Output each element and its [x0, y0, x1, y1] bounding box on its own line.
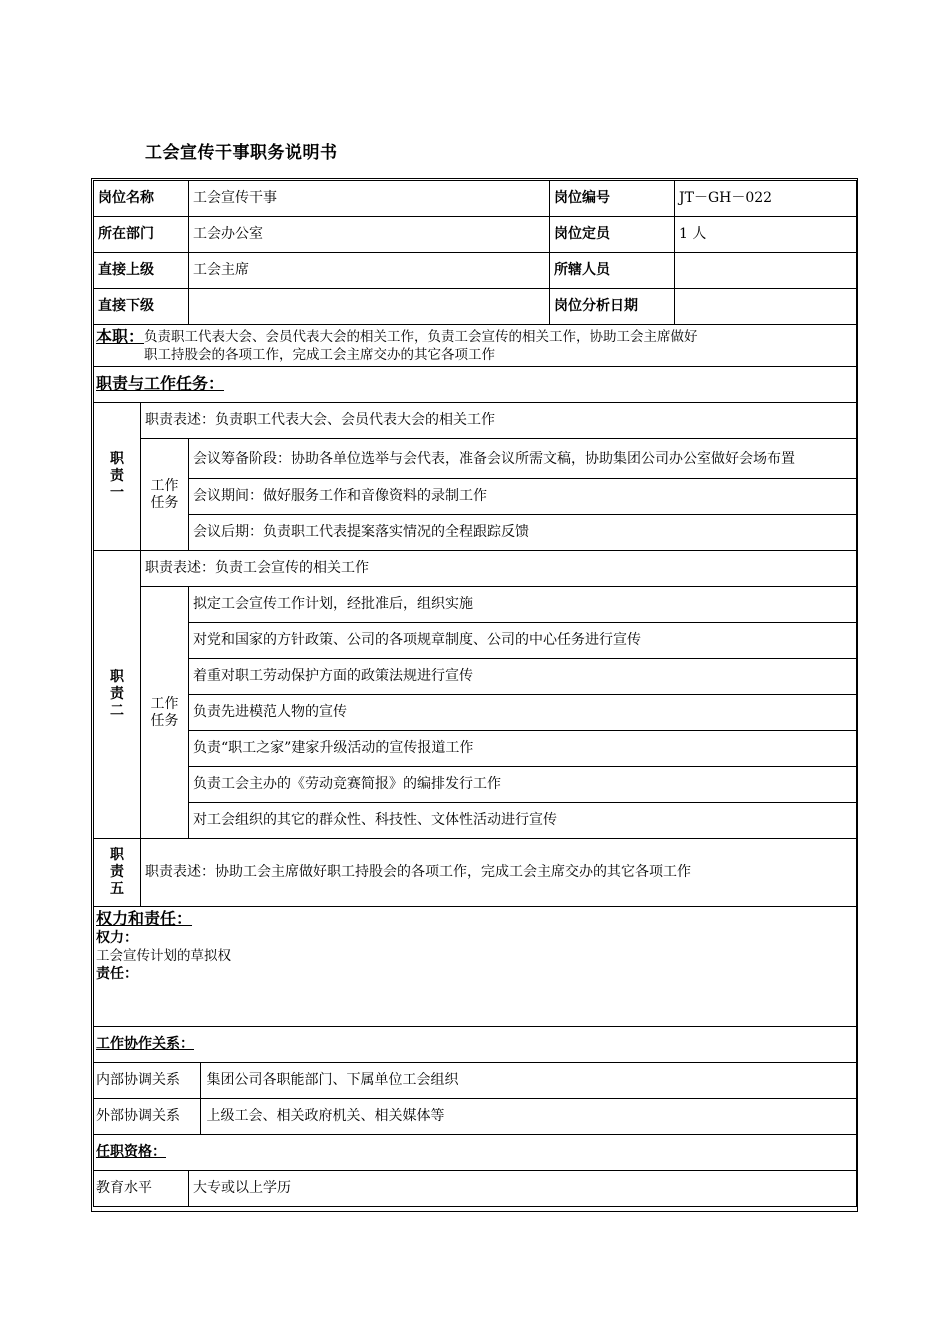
duty2-task-2: 对党和国家的方针政策、公司的各项规章制度、公司的中心任务进行宣传 — [189, 623, 857, 659]
duty1-task-3: 会议后期：负责职工代表提案落实情况的全程跟踪反馈 — [189, 515, 857, 551]
external-cell — [94, 1099, 857, 1135]
authority-cell — [94, 907, 857, 1027]
duty1-task-row — [94, 439, 857, 479]
duties-header-cell — [94, 367, 857, 403]
duty1-task-row — [94, 479, 857, 515]
duty1-task-label — [141, 439, 189, 551]
duty1-label-char-1: 职 — [110, 451, 124, 467]
duty2-task-1: 拟定工会宣传工作计划，经批准后，组织实施 — [189, 587, 857, 623]
subordinates-value — [675, 253, 857, 289]
duty1-label-char-3: 一 — [110, 485, 124, 501]
row-dept — [94, 217, 857, 253]
authority-header: 权力和责任： — [96, 909, 193, 928]
cooperation-header: 工作协作关系： — [96, 1036, 194, 1052]
post-code-label: 岗位编号 — [550, 181, 675, 217]
post-code-value: JT－GH－022 — [675, 181, 857, 217]
duty2-task-label — [141, 587, 189, 839]
duty2-task-label-line-1: 工作 — [150, 695, 179, 712]
duty2-label — [94, 551, 141, 839]
duty1-statement-row — [94, 403, 857, 439]
duty1-statement: 职责表述：负责职工代表大会、会员代表大会的相关工作 — [141, 403, 857, 439]
summary-line-1: 负责职工代表大会、会员代表大会的相关工作，负责工会宣传的相关工作，协助工会主席做好 — [144, 328, 698, 345]
power-label: 权力： — [96, 930, 138, 946]
subordinates-label: 所辖人员 — [550, 253, 675, 289]
power-text: 工会宣传计划的草拟权 — [96, 948, 231, 964]
duty1-task-1: 会议筹备阶段：协助各单位选举与会代表，准备会议所需文稿，协助集团公司办公室做好会场布置 — [189, 439, 857, 479]
internal-value: 集团公司各职能部门、下属单位工会组织 — [206, 1072, 459, 1088]
duty2-task-3: 着重对职工劳动保护方面的政策法规进行宣传 — [189, 659, 857, 695]
post-name-value: 工会宣传干事 — [189, 181, 550, 217]
analysis-date-label: 岗位分析日期 — [550, 289, 675, 325]
qualification-header: 任职资格： — [96, 1144, 166, 1160]
duty5-label-char-3: 五 — [110, 881, 124, 897]
responsibility-label: 责任： — [96, 966, 138, 982]
row-duties-header — [94, 367, 857, 403]
summary-cell — [94, 325, 857, 367]
duty2-task-row — [94, 731, 857, 767]
analysis-date-value — [675, 289, 857, 325]
row-superior — [94, 253, 857, 289]
cooperation-header-row — [94, 1027, 857, 1063]
summary-label: 本职： — [96, 326, 145, 346]
duty1-task-label-line-1: 工作 — [150, 477, 179, 494]
duty2-task-row — [94, 695, 857, 731]
qualification-header-row — [94, 1135, 857, 1171]
education-label: 教育水平 — [94, 1171, 189, 1207]
duty5-row — [94, 839, 857, 907]
duty2-task-row — [94, 767, 857, 803]
direct-sub-value — [189, 289, 550, 325]
duty5-label — [94, 839, 141, 907]
superior-label: 直接上级 — [94, 253, 189, 289]
education-row — [94, 1171, 857, 1207]
duty2-task-row — [94, 803, 857, 839]
cooperation-header-cell — [94, 1027, 857, 1063]
job-description-table — [93, 180, 857, 1207]
duty2-task-row — [94, 659, 857, 695]
duty1-task-row — [94, 515, 857, 551]
row-post-name — [94, 181, 857, 217]
duty2-task-row — [94, 623, 857, 659]
summary-line-2: 职工持股会的各项工作，完成工会主席交办的其它各项工作 — [144, 346, 496, 363]
duty5-label-char-2: 责 — [110, 864, 124, 880]
duty2-task-7: 对工会组织的其它的群众性、科技性、文体性活动进行宣传 — [189, 803, 857, 839]
superior-value: 工会主席 — [189, 253, 550, 289]
post-name-label: 岗位名称 — [94, 181, 189, 217]
qualification-header-cell — [94, 1135, 857, 1171]
duty2-task-4: 负责先进模范人物的宣传 — [189, 695, 857, 731]
direct-sub-label: 直接下级 — [94, 289, 189, 325]
internal-cell — [94, 1063, 857, 1099]
duty2-label-char-2: 责 — [110, 686, 124, 702]
dept-label: 所在部门 — [94, 217, 189, 253]
authority-row — [94, 907, 857, 1027]
external-row — [94, 1099, 857, 1135]
duties-header: 职责与工作任务： — [96, 374, 225, 393]
internal-row — [94, 1063, 857, 1099]
duty2-statement: 职责表述：负责工会宣传的相关工作 — [141, 551, 857, 587]
row-summary — [94, 325, 857, 367]
duty1-label — [94, 403, 141, 551]
duty1-task-2: 会议期间：做好服务工作和音像资料的录制工作 — [189, 479, 857, 515]
duty5-label-char-1: 职 — [110, 847, 124, 863]
headcount-value: 1 人 — [675, 217, 857, 253]
duty1-task-label-line-2: 任务 — [150, 494, 179, 511]
duty2-task-6: 负责工会主办的《劳动竞赛简报》的编排发行工作 — [189, 767, 857, 803]
duty2-task-row — [94, 587, 857, 623]
duty2-label-char-3: 二 — [110, 703, 124, 719]
duty5-statement: 职责表述：协助工会主席做好职工持股会的各项工作，完成工会主席交办的其它各项工作 — [141, 839, 857, 907]
external-label: 外部协调关系 — [94, 1099, 200, 1134]
duty2-task-label-line-2: 任务 — [150, 712, 179, 729]
headcount-label: 岗位定员 — [550, 217, 675, 253]
duty2-statement-row — [94, 551, 857, 587]
duty1-label-char-2: 责 — [110, 468, 124, 484]
summary-text — [144, 328, 698, 364]
dept-value: 工会办公室 — [189, 217, 550, 253]
internal-label: 内部协调关系 — [94, 1063, 200, 1098]
external-value: 上级工会、相关政府机关、相关媒体等 — [206, 1108, 445, 1124]
education-value: 大专或以上学历 — [189, 1171, 857, 1207]
row-direct-sub — [94, 289, 857, 325]
document-title: 工会宣传干事职务说明书 — [145, 143, 338, 163]
duty2-label-char-1: 职 — [110, 669, 124, 685]
duty2-task-5: 负责“职工之家”建家升级活动的宣传报道工作 — [189, 731, 857, 767]
